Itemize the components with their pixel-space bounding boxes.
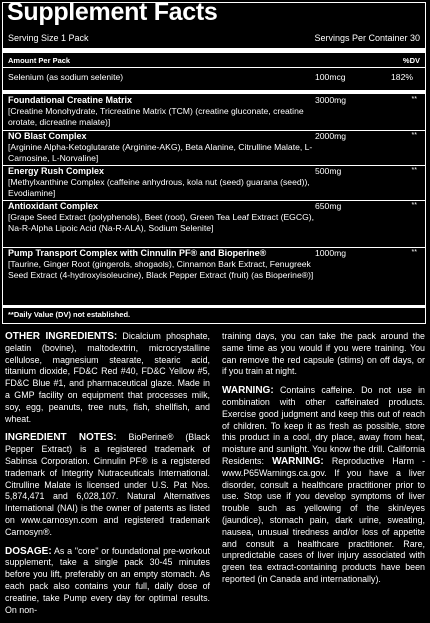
prop65-warning-text: Reproductive Harm - www.P65Warnings.ca.gov. If you have a liver disorder, consult a healthcare practitioner prior to use. Stop use if you develop symptoms of liver trouble such as yellowing of the skin/eyes (jaundice), stomach pain, dark urine, sweating, nausea, unusual tiredness and/or loss of appetite and consult a healthcare practitioner. Rare, unpredictable cases of liver injury associated with green tea extract-containing products have been reported (in Canada and internationally). xyxy=(222,455,426,584)
dv-footnote: **Daily Value (DV) not established. xyxy=(8,310,131,319)
group-ingredients: [Taurine, Ginger Root (gingerols, shogaols), Cinnamon Bark Extract, Fenugreek Seed Extract (4-hydroxyisoleucine), Black Pepper Extract (fruit) (as Bioperine®)] xyxy=(8,259,314,280)
panel-title: Supplement Facts xyxy=(7,0,218,26)
ingredient-notes-text: BioPerine® (Black Pepper Extract) is a registered trademark of Sabinsa Corporation. Cinnulin PF® is a registered trademark of Integrity Nutraceuticals International. Citrulline Malate is licensed under U.S. Pat Nos. 5,874,471 and 6,028,107. Natural Alternatives International (NAI) is the owner of patents as listed on www.carnosyn.com and registered trademark Carnosyn®. xyxy=(5,432,210,537)
group-amount: 3000mg xyxy=(315,95,347,105)
thick-divider xyxy=(3,305,425,308)
group-amount: 650mg xyxy=(315,201,342,211)
left-text-column xyxy=(5,331,210,623)
other-ingredients-text: Dicalcium phosphate, gelatin (bovine), maltodextrin, microcrystalline cellulose, magnesium stearate, stearic acid, titanium dioxide, FD&C Red #40, FD&C Yellow #5, FD&C Blue #1, and pharmaceutical glaze. Made in a GMP facility on equipment that processes milk, soy, egg, peanuts, tree nuts, fish, shellfish, and wheat. xyxy=(5,331,211,424)
group-name: Foundational Creatine Matrix xyxy=(8,95,133,105)
dv-mark: ** xyxy=(411,96,417,103)
dosage-continued: training days, you can take the pack around the same time as you would if you were training. You can remove the red capsule (stims) on off days, or if you train at night. xyxy=(222,331,425,377)
thick-divider xyxy=(3,90,425,94)
group-amount: 500mg xyxy=(315,166,342,176)
group-amount: 1000mg xyxy=(315,248,347,258)
warning xyxy=(222,385,425,586)
group-ingredients: [Creatine Monohydrate, Tricreatine Matrix (TCM) (creatine gluconate, creatine orotate, dicreatine malate)] xyxy=(8,106,304,127)
ingredient-notes xyxy=(5,432,210,538)
ingredient-dv: 182% xyxy=(391,72,413,82)
dv-mark: ** xyxy=(411,202,417,209)
ingredient-notes-heading: INGREDIENT NOTES: xyxy=(5,432,117,444)
group-name: Antioxidant Complex xyxy=(8,201,99,211)
dosage-heading: DOSAGE: xyxy=(5,545,52,557)
supplement-facts-panel xyxy=(2,2,426,324)
serving-size: Serving Size 1 Pack xyxy=(8,33,89,43)
dv-mark: ** xyxy=(411,167,417,174)
dv-header: %DV xyxy=(402,56,420,65)
warning-text: Contains caffeine. Do not use in combination with other caffeinated products. Exercise good judgment and keep this out of reach of children. To keep it as fresh as possible, store this product in a cool, dry place, away from heat, moisture and sunlight. You know the drill. California Residents: xyxy=(222,385,425,466)
group-ingredients: [Arginine Alpha-Ketoglutarate (Arginine-AKG), Beta Alanine, Citrulline Malate, L-Carnosine, L-Norvaline] xyxy=(8,142,313,163)
group-ingredients: [Grape Seed Extract (polyphenols), Beet (root), Green Tea Leaf Extract (EGCG), Na-R-Alpha Lipoic Acid (Na-R-ALA), Sodium Selenite] xyxy=(8,212,315,233)
prop65-warning-heading: WARNING: xyxy=(272,455,324,467)
group-name: Pump Transport Complex with Cinnulin PF® and Bioperine® xyxy=(8,248,267,258)
dv-mark: ** xyxy=(411,249,417,256)
other-ingredients-heading: OTHER INGREDIENTS: xyxy=(5,331,118,342)
dv-mark: ** xyxy=(411,132,417,139)
group-amount: 2000mg xyxy=(315,131,347,141)
divider xyxy=(3,67,425,68)
group-name: NO Blast Complex xyxy=(8,131,87,141)
ingredient-amount: 100mcg xyxy=(315,72,346,82)
amount-header: Amount Per Pack xyxy=(8,56,71,65)
thick-divider xyxy=(3,48,425,53)
servings-per-container: Servings Per Container 30 xyxy=(314,33,420,43)
warning-heading: WARNING: xyxy=(222,385,274,397)
right-text-column xyxy=(222,331,425,593)
ingredient-name: Selenium (as sodium selenite) xyxy=(8,72,124,82)
other-ingredients xyxy=(5,331,210,425)
group-ingredients: [Methylxanthine Complex (caffeine anhydrous, kola nut (seed) guarana (seed)), Evodiamine] xyxy=(8,177,310,198)
group-name: Energy Rush Complex xyxy=(8,166,105,176)
dosage-text: As a "core" or foundational pre-workout supplement, take a single pack 30-45 minutes before you lift, preferably on an empty stomach. As each pack also contains your full, daily dose of creatine, take Pump every day for optimal results. On non- xyxy=(5,545,210,615)
